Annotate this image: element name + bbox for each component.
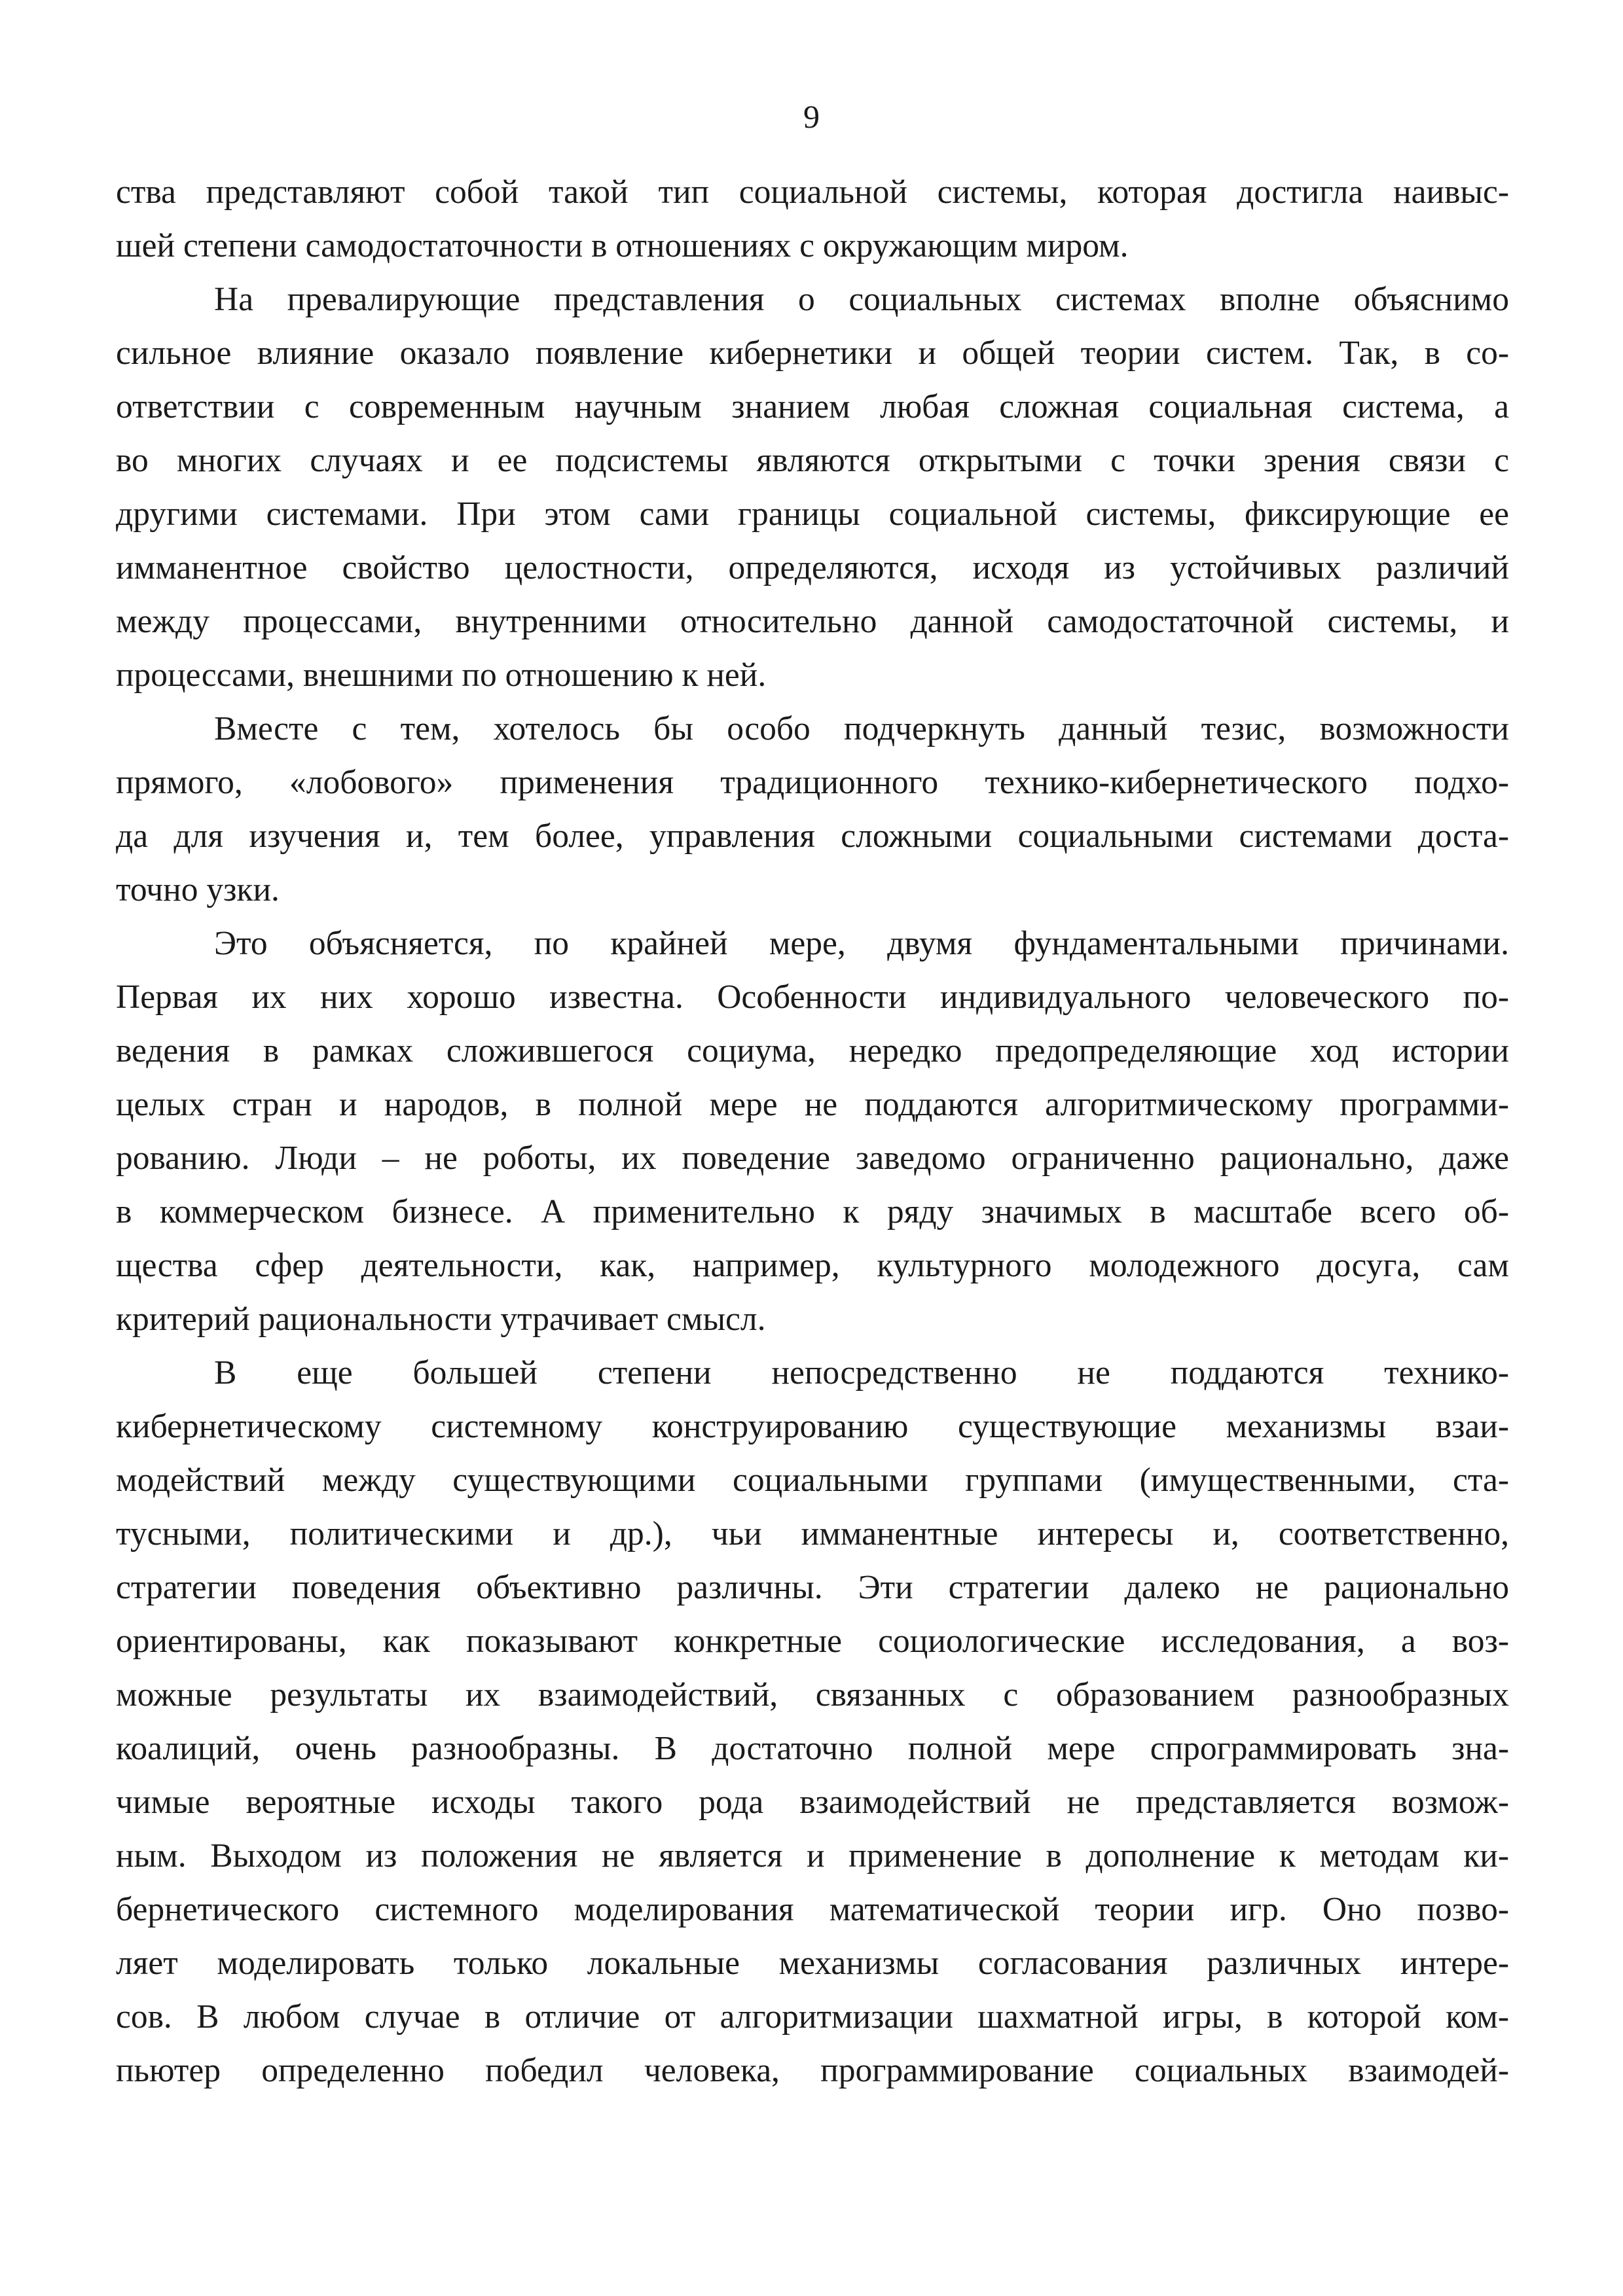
text-line: прямого, «лобового» применения традиционного технико-кибернетического подхо- xyxy=(116,764,1509,801)
text-line: ным. Выходом из положения не является и применение в дополнение к методам ки- xyxy=(116,1837,1509,1874)
paragraph xyxy=(116,917,1509,1346)
text-line: сильное влияние оказало появление кибернетики и общей теории систем. Так, в со- xyxy=(116,334,1509,372)
paragraph xyxy=(116,702,1509,917)
text-line: ства представляют собой такой тип социальной системы, которая достигла наивыс- xyxy=(116,173,1509,211)
body-text xyxy=(116,166,1509,2098)
text-line: можные результаты их взаимодействий, связанных с образованием разнообразных xyxy=(116,1676,1509,1713)
text-line: имманентное свойство целостности, определяются, исходя из устойчивых различий xyxy=(116,549,1509,586)
text-line: Первая их них хорошо известна. Особенности индивидуального человеческого по- xyxy=(116,978,1509,1016)
text-line: да для изучения и, тем более, управления сложными социальными системами доста- xyxy=(116,817,1509,855)
text-line: чимые вероятные исходы такого рода взаимодействий не представляется возмож- xyxy=(116,1784,1509,1821)
text-line: Вместе с тем, хотелось бы особо подчеркнуть данный тезис, возможности xyxy=(214,710,1509,747)
text-line: бернетического системного моделирования математической теории игр. Оно позво- xyxy=(116,1891,1509,1928)
text-line: во многих случаях и ее подсистемы являются открытыми с точки зрения связи с xyxy=(116,442,1509,479)
text-line: модействий между существующими социальными группами (имущественными, ста- xyxy=(116,1462,1509,1499)
text-line: щества сфер деятельности, как, например, культурного молодежного досуга, сам xyxy=(116,1247,1509,1284)
text-line: коалиций, очень разнообразны. В достаточно полной мере спрограммировать зна- xyxy=(116,1730,1509,1767)
text-line: другими системами. При этом сами границы социальной системы, фиксирующие ее xyxy=(116,495,1509,533)
text-line: ляет моделировать только локальные механизмы согласования различных интере- xyxy=(116,1945,1509,1982)
text-line: В еще большей степени непосредственно не поддаются технико- xyxy=(214,1354,1509,1391)
text-line: рованию. Люди – не роботы, их поведение заведомо ограниченно рационально, даже xyxy=(116,1139,1509,1177)
text-line: сов. В любом случае в отличие от алгоритмизации шахматной игры, в которой ком- xyxy=(116,1998,1509,2036)
paragraph xyxy=(116,1346,1509,2098)
text-line: ответствии с современным научным знанием любая сложная социальная система, а xyxy=(116,388,1509,425)
text-line: пьютер определенно победил человека, программирование социальных взаимодей- xyxy=(116,2052,1509,2089)
text-line: ориентированы, как показывают конкретные социологические исследования, а воз- xyxy=(116,1623,1509,1660)
text-line: целых стран и народов, в полной мере не поддаются алгоритмическому программи- xyxy=(116,1086,1509,1123)
text-line: в коммерческом бизнесе. А применительно к ряду значимых в масштабе всего об- xyxy=(116,1193,1509,1230)
page-number: 9 xyxy=(803,98,820,135)
text-line: На превалирующие представления о социальных системах вполне объяснимо xyxy=(214,281,1509,318)
text-line: стратегии поведения объективно различны. Эти стратегии далеко не рационально xyxy=(116,1569,1509,1606)
paragraph xyxy=(116,273,1509,702)
text-line: между процессами, внутренними относительно данной самодостаточной системы, и xyxy=(116,603,1509,640)
text-line: ведения в рамках сложившегося социума, нередко предопределяющие ход истории xyxy=(116,1032,1509,1069)
text-line: шей степени самодостаточности в отношениях с окружающим миром. xyxy=(116,227,1129,264)
text-line: кибернетическому системному конструированию существующие механизмы взаи- xyxy=(116,1408,1509,1445)
text-line: критерий рациональности утрачивает смысл. xyxy=(116,1300,766,1338)
text-line: Это объясняется, по крайней мере, двумя фундаментальными причинами. xyxy=(214,925,1509,962)
text-line: точно узки. xyxy=(116,871,280,908)
text-line: процессами, внешними по отношению к ней. xyxy=(116,656,767,694)
paragraph xyxy=(116,166,1509,273)
text-line: тусными, политическими и др.), чьи имманентные интересы и, соответственно, xyxy=(116,1515,1509,1552)
